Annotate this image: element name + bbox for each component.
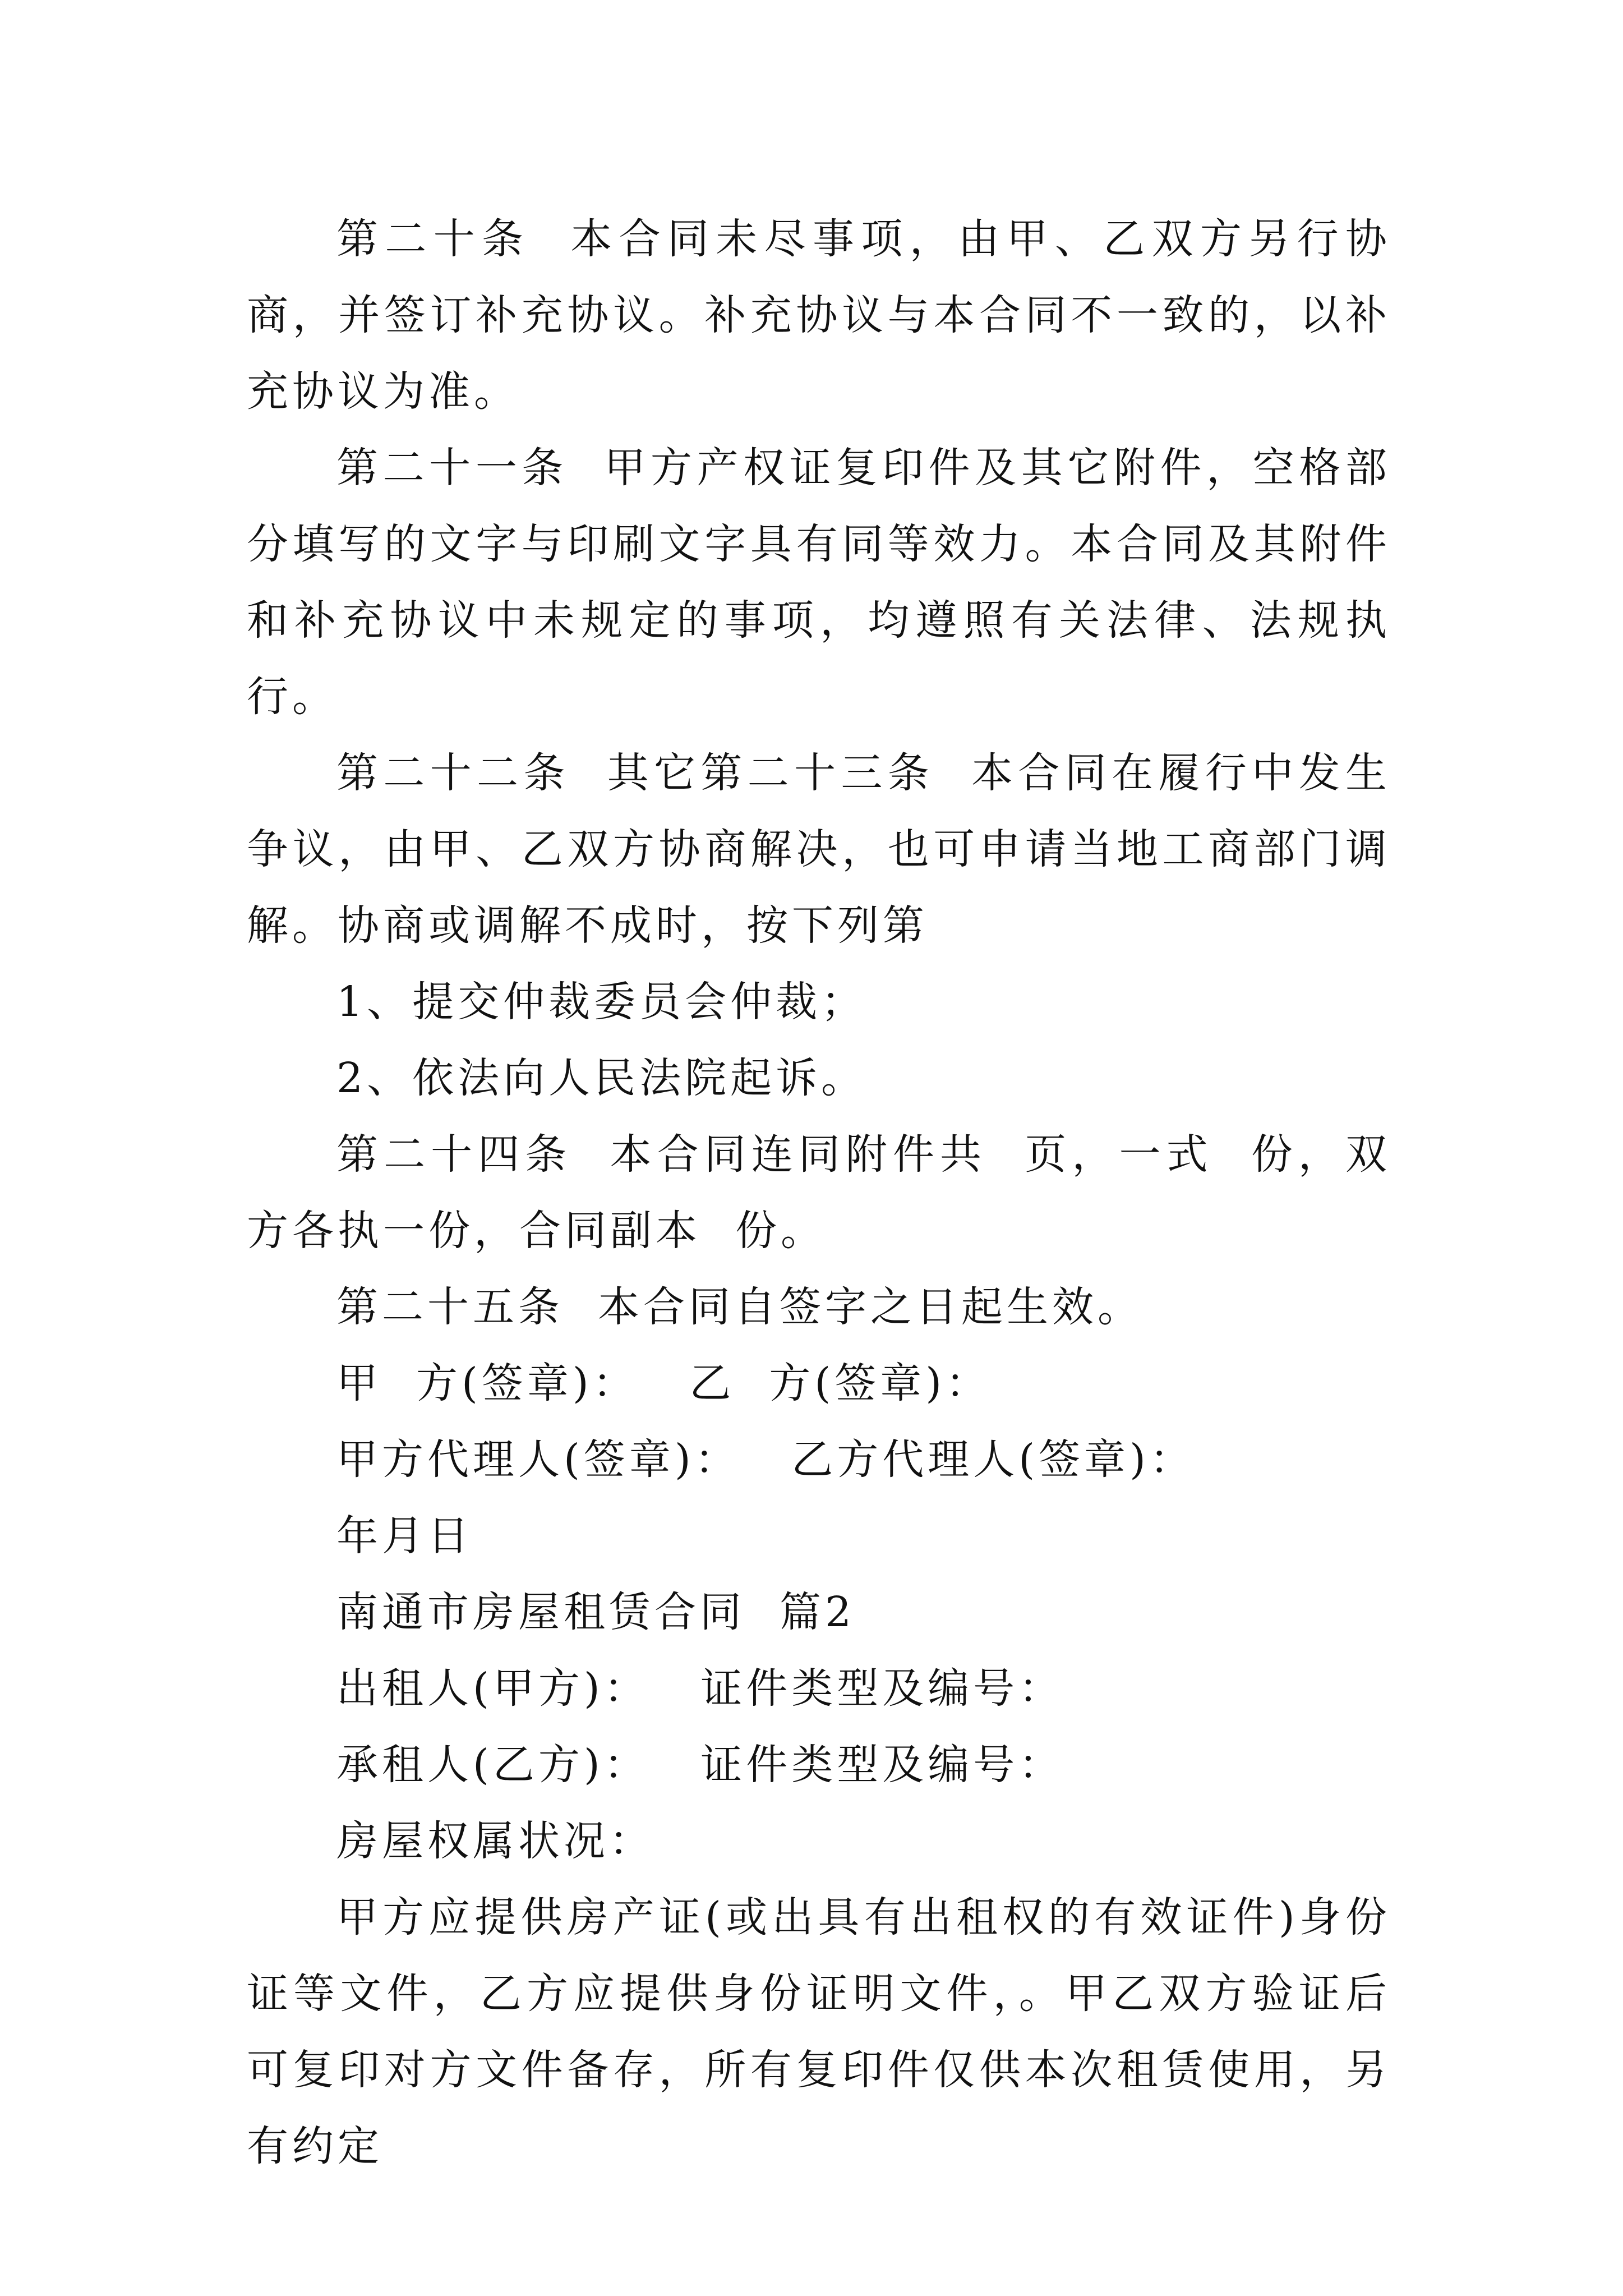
paragraph-article-21: 第二十一条 甲方产权证复印件及其它附件，空格部分填写的文字与印刷文字具有同等效力。本合同及其附件和补充协议中未规定的事项，均遵照有关法律、法规执行。 <box>247 444 1391 721</box>
paragraph-article-20: 第二十条 本合同未尽事项，由甲、乙双方另行协商，并签订补充协议。补充协议与本合同不一致的，以补充协议为准。 <box>247 215 1391 416</box>
list-item-court: 2、依法向人民法院起诉。 <box>336 1054 867 1102</box>
ownership-status-line: 房屋权属状况： <box>336 1817 654 1865</box>
section-heading: 南通市房屋租赁合同 篇2 <box>336 1588 856 1636</box>
paragraph-article-22-23: 第二十二条 其它第二十三条 本合同在履行中发生争议，由甲、乙双方协商解决，也可申请当地工商部门调解。协商或调解不成时，按下列第 <box>247 749 1391 950</box>
document-body <box>247 201 1391 2184</box>
lessee-line: 承租人(乙方)： 证件类型及编号： <box>336 1741 1064 1789</box>
paragraph-documents: 甲方应提供房产证(或出具有出租权的有效证件)身份证等文件，乙方应提供身份证明文件，。甲乙双方验证后可复印对方文件备存，所有复印件仅供本次租赁使用，另有约定 <box>247 1893 1391 2170</box>
list-item-arbitration: 1、提交仲裁委员会仲裁； <box>336 978 867 1026</box>
lessor-line: 出租人(甲方)： 证件类型及编号： <box>336 1664 1064 1713</box>
paragraph-article-24: 第二十四条 本合同连同附件共 页，一式 份，双方各执一份，合同副本 份。 <box>247 1130 1391 1255</box>
signature-agents-line: 甲方代理人(签章)： 乙方代理人(签章)： <box>336 1435 1196 1484</box>
signature-parties-line: 甲 方(签章)： 乙 方(签章)： <box>336 1359 992 1407</box>
paragraph-article-25: 第二十五条 本合同自签字之日起生效。 <box>336 1283 1144 1331</box>
date-line: 年月日 <box>336 1512 473 1560</box>
